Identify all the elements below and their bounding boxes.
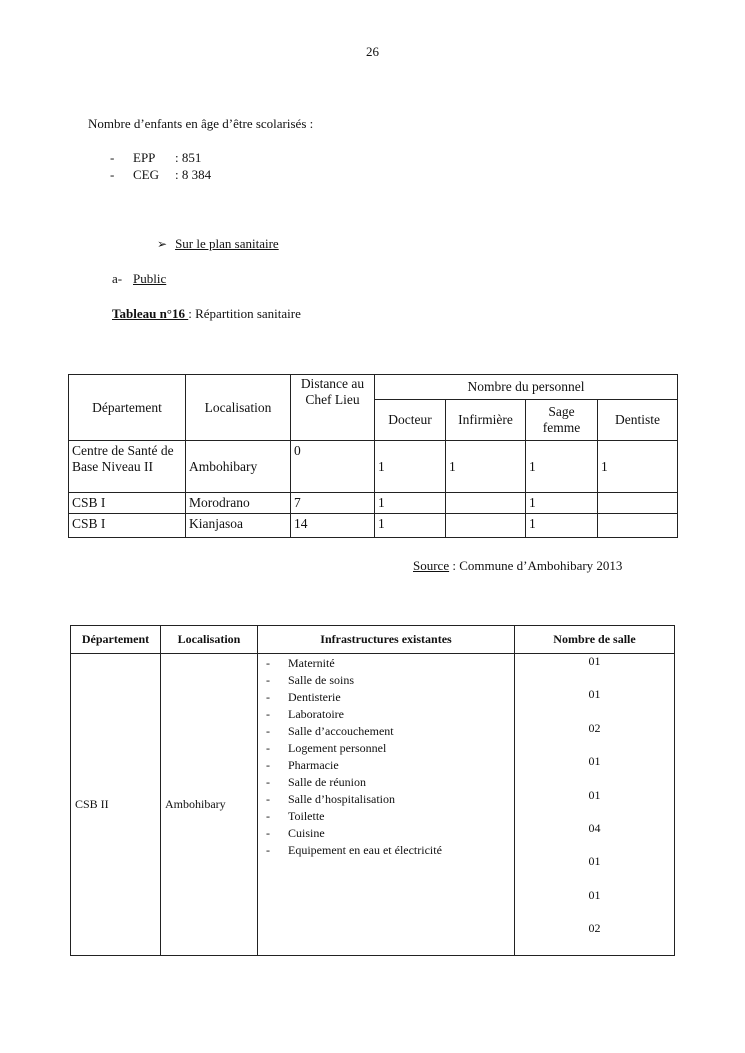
schooling-label: EPP [133, 150, 156, 165]
salle-count: 01 [588, 787, 601, 802]
cell-distance: 7 [291, 493, 375, 514]
infrastructure-table [70, 625, 675, 956]
cell-dentiste [598, 514, 678, 538]
cell-infirmiere [446, 493, 526, 514]
cell-infirmiere: 1 [446, 441, 526, 493]
subsection-heading [112, 271, 166, 287]
header-nombre-salle: Nombre de salle [515, 626, 675, 654]
infrastructure-list [258, 654, 514, 859]
source-note [413, 558, 622, 574]
children-intro: Nombre d’enfants en âge d’être scolarisés : [88, 116, 314, 131]
table-row [69, 514, 678, 538]
salle-count-list [515, 654, 674, 955]
list-item: - Dentisterie [266, 690, 341, 704]
list-item: - Cuisine [266, 826, 325, 840]
cell-distance: 14 [291, 514, 375, 538]
list-item: - Logement personnel [266, 741, 387, 755]
list-item: - Pharmacie [266, 758, 339, 772]
cell-departement: Centre de Santé de Base Niveau II [69, 441, 186, 493]
schooling-item-ceg [110, 167, 211, 183]
list-item: - Equipement en eau et électricité [266, 843, 442, 857]
cell-dentiste: 1 [598, 441, 678, 493]
header-dentiste: Dentiste [598, 400, 678, 441]
cell-infrastructures [258, 654, 515, 956]
table-caption-label: Tableau n°16 [112, 306, 189, 321]
table-row [69, 441, 678, 493]
table-caption-text: : Répartition sanitaire [188, 306, 301, 321]
header-localisation: Localisation [186, 375, 291, 441]
cell-sage-femme: 1 [526, 493, 598, 514]
salle-count: 02 [588, 720, 601, 735]
header-sage-femme: Sage femme [526, 400, 598, 441]
header-distance: Distance au Chef Lieu [291, 375, 375, 441]
salle-count: 02 [588, 921, 601, 936]
subsection-title: Public [133, 271, 167, 286]
schooling-value: : 8 384 [175, 167, 212, 182]
cell-docteur: 1 [375, 493, 446, 514]
cell-docteur: 1 [375, 441, 446, 493]
cell-departement: CSB II [71, 654, 161, 956]
table-header-row [71, 626, 675, 654]
subsection-prefix: a- [112, 271, 123, 286]
cell-localisation: Ambohibary [161, 654, 258, 956]
schooling-item-epp [110, 150, 201, 166]
cell-docteur: 1 [375, 514, 446, 538]
salle-count: 01 [588, 887, 601, 902]
cell-sage-femme: 1 [526, 441, 598, 493]
table-row [69, 493, 678, 514]
source-label: Source [413, 558, 450, 573]
health-distribution-table [68, 374, 678, 538]
cell-departement: CSB I [69, 514, 186, 538]
list-dash: - [110, 167, 115, 182]
table-header-row [69, 375, 678, 400]
cell-distance: 0 [291, 441, 375, 493]
cell-localisation: Kianjasoa [186, 514, 291, 538]
page-number: 26 [366, 44, 379, 59]
list-item: - Salle d’accouchement [266, 724, 394, 738]
salle-count: 01 [588, 654, 601, 668]
list-item: - Toilette [266, 809, 325, 823]
cell-localisation: Morodrano [186, 493, 291, 514]
table-caption [112, 306, 301, 322]
header-personnel: Nombre du personnel [375, 375, 678, 400]
header-departement: Département [69, 375, 186, 441]
header-localisation: Localisation [161, 626, 258, 654]
source-text: : Commune d’Ambohibary 2013 [449, 558, 623, 573]
list-dash: - [110, 150, 115, 165]
cell-sage-femme: 1 [526, 514, 598, 538]
list-item: - Laboratoire [266, 707, 344, 721]
cell-infirmiere [446, 514, 526, 538]
schooling-label: CEG [133, 167, 159, 182]
section-heading [157, 236, 279, 252]
cell-nombre-salle [515, 654, 675, 956]
table-row [71, 654, 675, 956]
header-departement: Département [71, 626, 161, 654]
list-item: - Salle de réunion [266, 775, 366, 789]
salle-count: 04 [588, 820, 601, 835]
section-title: Sur le plan sanitaire [175, 236, 279, 251]
cell-localisation: Ambohibary [186, 441, 291, 493]
header-docteur: Docteur [375, 400, 446, 441]
header-infrastructures: Infrastructures existantes [258, 626, 515, 654]
cell-departement: CSB I [69, 493, 186, 514]
salle-count: 01 [588, 754, 601, 769]
header-infirmiere: Infirmière [446, 400, 526, 441]
list-item: - Salle d’hospitalisation [266, 792, 395, 806]
cell-dentiste [598, 493, 678, 514]
salle-count: 01 [588, 854, 601, 869]
arrow-bullet-icon: ➢ [157, 237, 168, 251]
list-item: - Maternité [266, 656, 335, 670]
schooling-value: : 851 [175, 150, 202, 165]
list-item: - Salle de soins [266, 673, 354, 687]
salle-count: 01 [588, 687, 601, 702]
